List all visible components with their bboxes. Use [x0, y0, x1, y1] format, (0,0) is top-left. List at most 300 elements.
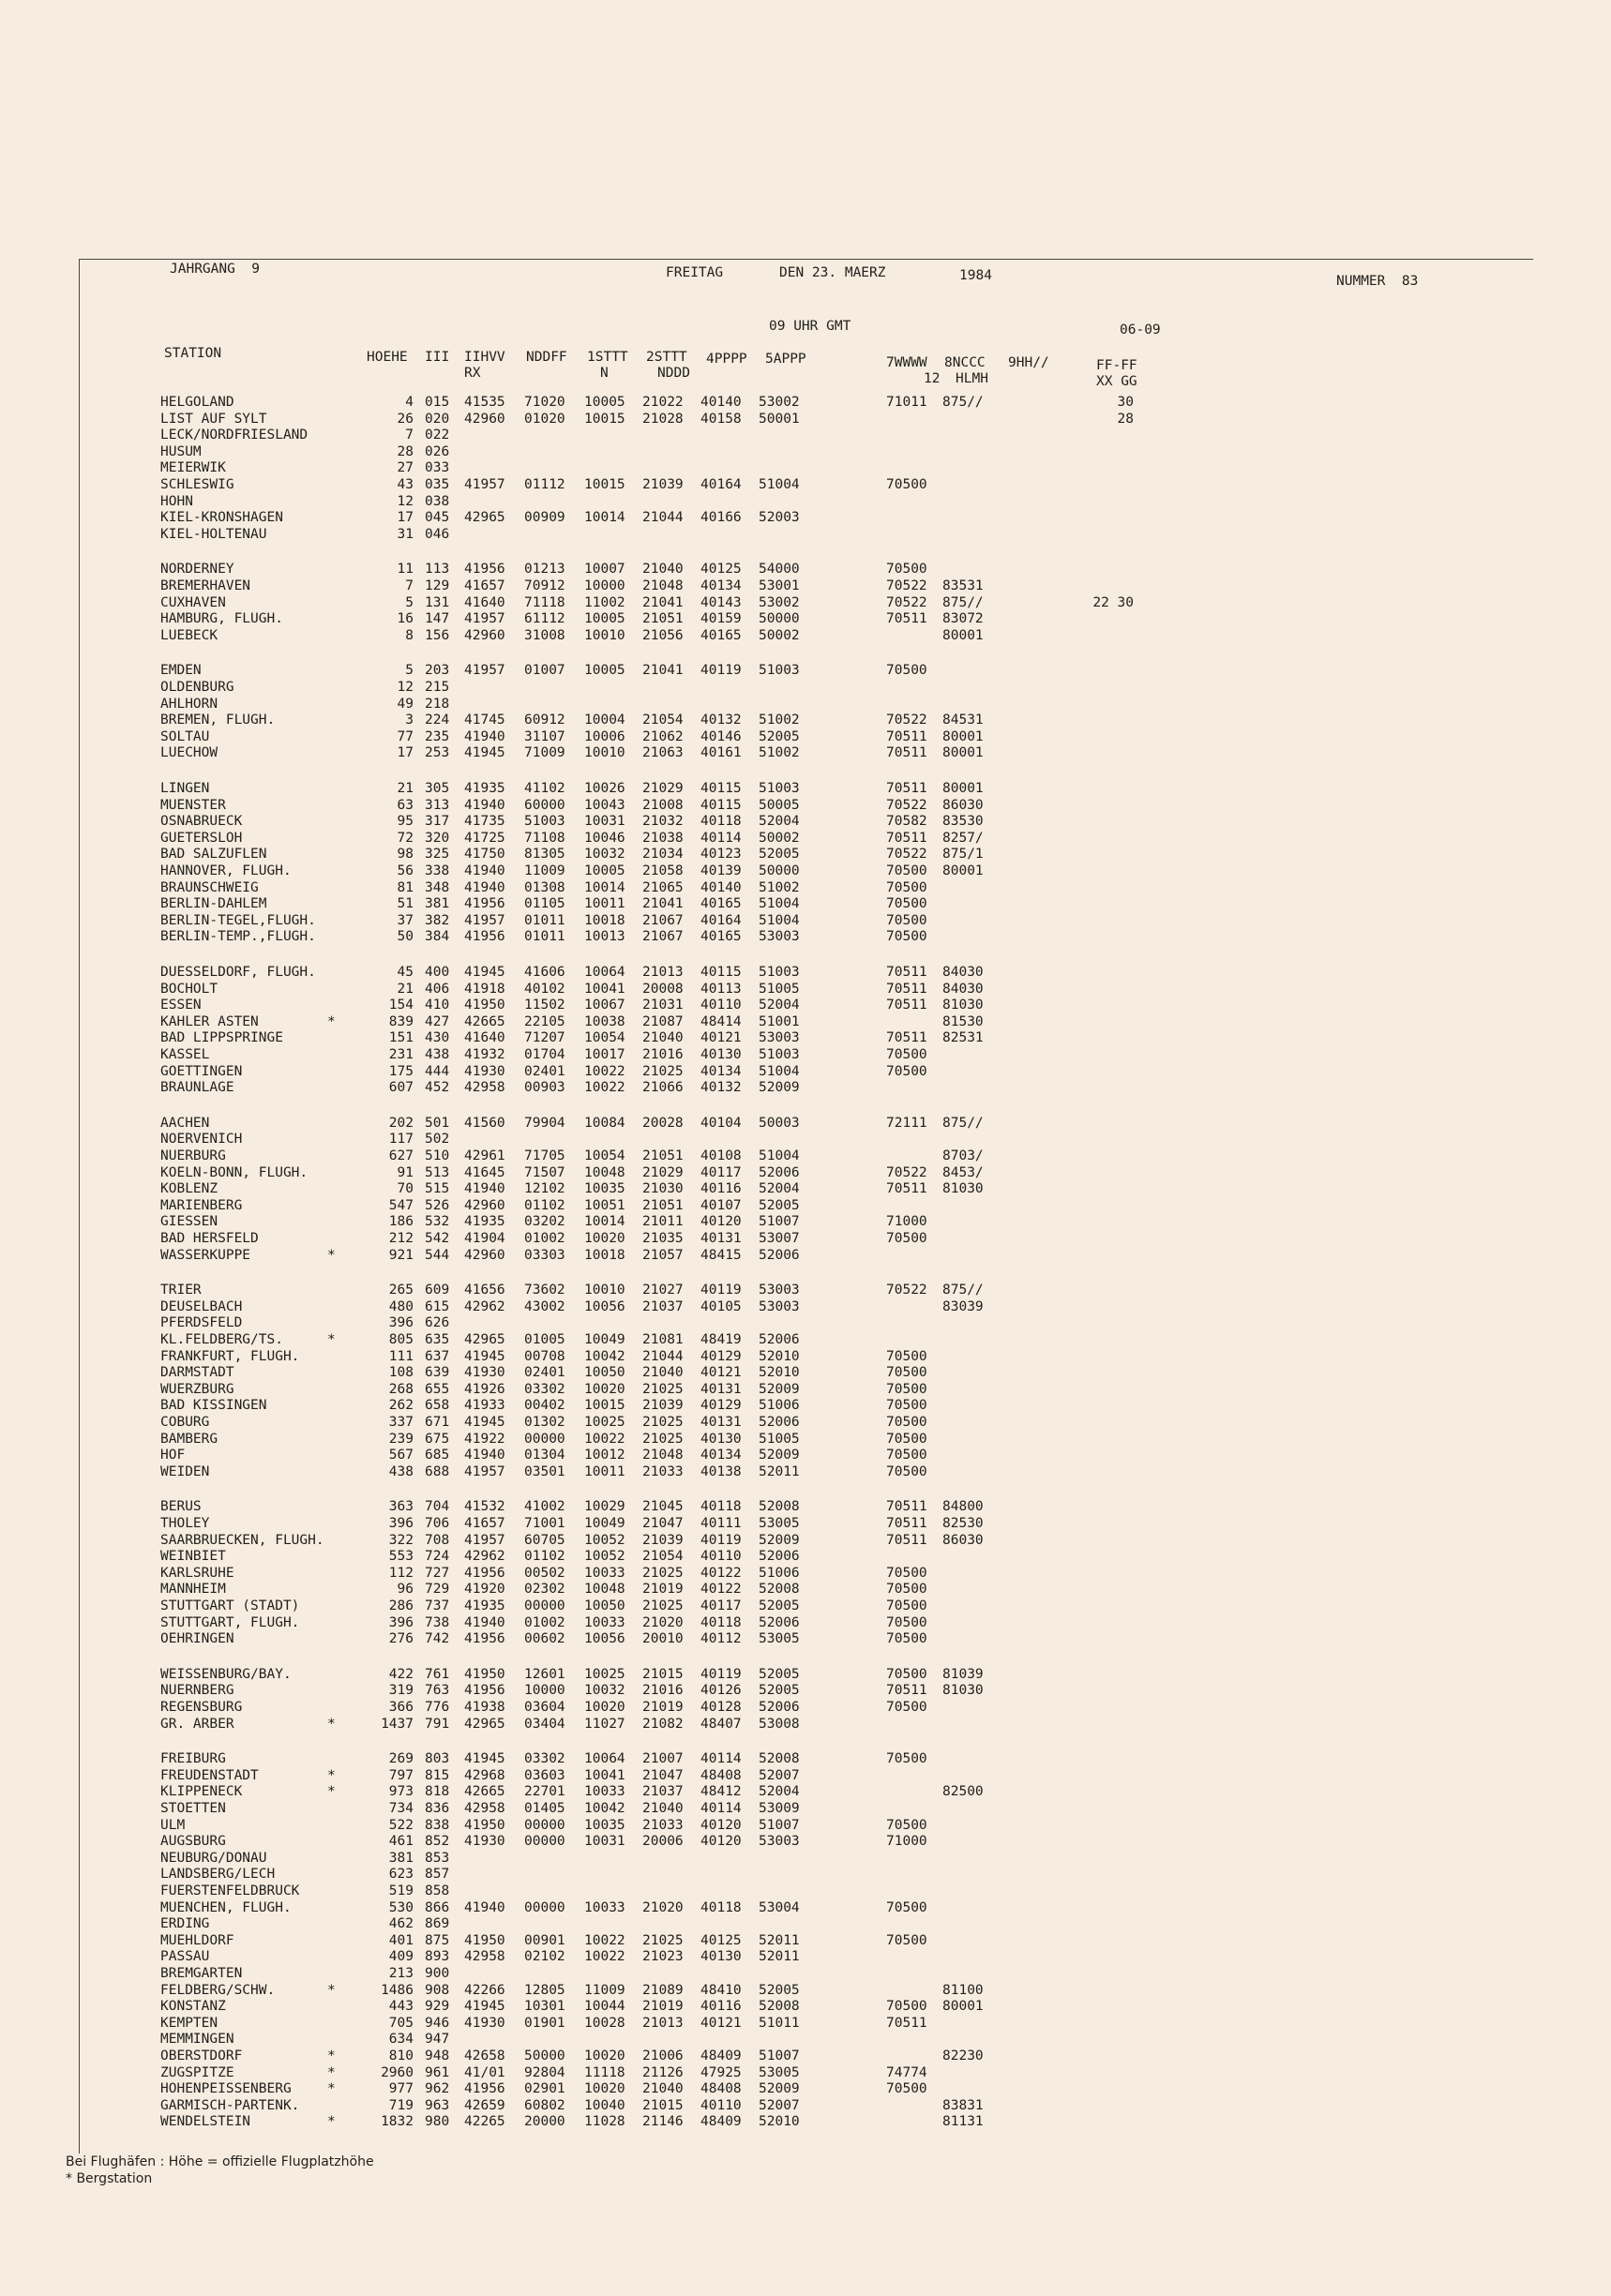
table-row: [80, 1768, 1486, 1784]
cell-e: 40115: [700, 797, 742, 813]
cell-f: 51007: [759, 2048, 800, 2063]
cell-a: 41940: [464, 797, 505, 813]
table-row: [80, 1299, 1486, 1315]
cell-f: 51003: [759, 781, 800, 796]
cell-i: 035: [425, 477, 450, 492]
cell-d: 21034: [642, 847, 684, 863]
cell-k: 82531: [942, 1030, 984, 1046]
cell-i: 400: [425, 965, 450, 980]
cell-f: 50000: [759, 863, 800, 878]
cell-b: 01020: [524, 411, 565, 427]
cell-i: 803: [425, 1751, 450, 1767]
station-name: PFERDSFELD: [160, 1315, 243, 1331]
cell-b: 81305: [524, 847, 565, 863]
col-8nccc: 8NCCC: [944, 355, 986, 370]
cell-c: 10044: [584, 1999, 625, 2015]
station-name: SAARBRUECKEN, FLUGH.: [160, 1532, 324, 1548]
table-row: [80, 1047, 1486, 1063]
station-name: LUECHOW: [160, 745, 218, 761]
cell-f: 53007: [759, 1231, 800, 1246]
station-name: FUERSTENFELDBRUCK: [160, 1883, 300, 1898]
table-row: [80, 863, 1486, 879]
cell-h: 461: [388, 1834, 414, 1850]
table-row: [80, 1365, 1486, 1381]
cell-b: 51003: [524, 814, 565, 830]
cell-f: 53002: [759, 594, 800, 610]
cell-d: 21051: [642, 1148, 684, 1163]
table-row: [80, 1784, 1486, 1800]
cell-f: 51003: [759, 1047, 800, 1062]
cell-i: 382: [425, 912, 450, 928]
table-row: [80, 1700, 1486, 1716]
station-name: LANDSBERG/LECH: [160, 1867, 276, 1883]
table-row: [80, 611, 1486, 627]
cell-c: 10056: [584, 1631, 625, 1647]
table-row: [80, 1966, 1486, 1982]
table-row: [80, 1566, 1486, 1582]
cell-d: 21029: [642, 1164, 684, 1180]
cell-e: 40129: [700, 1348, 742, 1364]
cell-d: 21056: [642, 627, 684, 643]
cell-g: 70500: [886, 1431, 927, 1447]
cell-e: 40120: [700, 1214, 742, 1230]
cell-b: 60912: [524, 713, 565, 728]
station-name: HANNOVER, FLUGH.: [160, 863, 292, 878]
cell-c: 10005: [584, 663, 625, 679]
cell-e: 40166: [700, 510, 742, 526]
cell-h: 480: [388, 1298, 414, 1314]
table-row: [80, 1432, 1486, 1448]
cell-a: 41945: [464, 965, 505, 980]
cell-d: 21066: [642, 1080, 684, 1096]
cell-g: 70500: [886, 1398, 927, 1414]
cell-f: 53009: [759, 1801, 800, 1816]
cell-g: 70511: [886, 1030, 927, 1046]
year-label: 1984: [959, 268, 992, 283]
cell-d: 21062: [642, 728, 684, 744]
cell-c: 10014: [584, 879, 625, 895]
cell-e: 40158: [700, 411, 742, 427]
cell-a: 41640: [464, 1030, 505, 1046]
cell-i: 513: [425, 1164, 450, 1180]
cell-c: 10032: [584, 1683, 625, 1699]
cell-a: 41935: [464, 1214, 505, 1230]
cell-k: 82530: [942, 1516, 984, 1531]
cell-b: 71705: [524, 1148, 565, 1163]
cell-c: 10022: [584, 1949, 625, 1965]
cell-f: 52008: [759, 1999, 800, 2015]
cell-c: 10049: [584, 1516, 625, 1531]
cell-d: 21011: [642, 1214, 684, 1230]
cell-i: 685: [425, 1448, 450, 1463]
cell-f: 52005: [759, 1683, 800, 1699]
cell-i: 706: [425, 1516, 450, 1531]
cell-h: 2960: [381, 2064, 414, 2080]
cell-a: 41930: [464, 1063, 505, 1079]
cell-e: 40146: [700, 728, 742, 744]
report-sheet: [79, 259, 1533, 2153]
cell-i: 317: [425, 814, 450, 830]
cell-f: 52006: [759, 1415, 800, 1430]
cell-i: 325: [425, 847, 450, 863]
cell-g: 70500: [886, 863, 927, 878]
cell-d: 21037: [642, 1298, 684, 1314]
cell-f: 51006: [759, 1565, 800, 1581]
table-row: [80, 1949, 1486, 1965]
cell-c: 10015: [584, 477, 625, 492]
station-name: EMDEN: [160, 663, 202, 679]
cell-b: 40102: [524, 981, 565, 997]
cell-a: 41918: [464, 981, 505, 997]
cell-k: 84030: [942, 981, 984, 997]
cell-d: 21048: [642, 578, 684, 593]
cell-e: 40104: [700, 1115, 742, 1131]
cell-h: 212: [388, 1231, 414, 1246]
cell-a: 41945: [464, 1751, 505, 1767]
cell-h: 396: [388, 1614, 414, 1630]
cell-b: 00000: [524, 1834, 565, 1850]
cell-c: 10050: [584, 1365, 625, 1381]
cell-c: 10031: [584, 814, 625, 830]
station-name: ZUGSPITZE: [160, 2064, 234, 2080]
station-name: HELGOLAND: [160, 395, 234, 410]
cell-b: 41102: [524, 781, 565, 796]
cell-k: 81039: [942, 1666, 984, 1682]
table-row: [80, 847, 1486, 863]
cell-a: 41940: [464, 863, 505, 878]
cell-i: 253: [425, 745, 450, 761]
cell-d: 21013: [642, 965, 684, 980]
cell-i: 853: [425, 1850, 450, 1866]
cell-f: 51002: [759, 879, 800, 895]
cell-e: 40131: [700, 1231, 742, 1246]
cell-f: 53003: [759, 1834, 800, 1850]
cell-f: 51004: [759, 1148, 800, 1163]
table-row: [80, 1148, 1486, 1164]
cell-i: 406: [425, 981, 450, 997]
cell-h: 265: [388, 1283, 414, 1298]
cell-b: 02901: [524, 2081, 565, 2097]
cell-h: 337: [388, 1415, 414, 1430]
cell-b: 01002: [524, 1231, 565, 1246]
cell-b: 12601: [524, 1666, 565, 1682]
cell-a: 42961: [464, 1148, 505, 1163]
cell-b: 01002: [524, 1614, 565, 1630]
table-row: [80, 1231, 1486, 1247]
cell-b: 71001: [524, 1516, 565, 1531]
cell-h: 705: [388, 2015, 414, 2031]
cell-h: 921: [388, 1247, 414, 1263]
col-iii: III: [425, 350, 450, 365]
col-7wwww: 7WWWW: [886, 355, 927, 370]
cell-c: 10022: [584, 1431, 625, 1447]
cell-e: 40164: [700, 477, 742, 492]
cell-e: 40119: [700, 1532, 742, 1548]
cell-h: 977: [388, 2081, 414, 2097]
cell-h: 45: [397, 965, 414, 980]
cell-i: 948: [425, 2048, 450, 2063]
table-row: [80, 713, 1486, 728]
cell-i: 869: [425, 1916, 450, 1932]
cell-f: 52005: [759, 728, 800, 744]
cell-f: 52004: [759, 1181, 800, 1197]
cell-i: 427: [425, 1013, 450, 1029]
station-name: FELDBERG/SCHW.: [160, 1982, 276, 1998]
cell-d: 20010: [642, 1631, 684, 1647]
cell-c: 10051: [584, 1197, 625, 1213]
cell-b: 01308: [524, 879, 565, 895]
cell-a: 41930: [464, 2015, 505, 2031]
cell-e: 40120: [700, 1834, 742, 1850]
cell-m: 22 30: [1092, 594, 1134, 610]
cell-i: 900: [425, 1966, 450, 1981]
cell-e: 40132: [700, 1080, 742, 1096]
cell-h: 16: [397, 611, 414, 627]
cell-h: 7: [405, 428, 414, 443]
table-row: [80, 1448, 1486, 1463]
cell-a: 42958: [464, 1949, 505, 1965]
cell-i: 857: [425, 1867, 450, 1883]
station-name: THOLEY: [160, 1516, 210, 1531]
cell-i: 320: [425, 830, 450, 846]
cell-g: 70511: [886, 728, 927, 744]
cell-h: 607: [388, 1080, 414, 1096]
station-name: SOLTAU: [160, 728, 210, 744]
cell-h: 322: [388, 1532, 414, 1548]
table-row: [80, 781, 1486, 797]
cell-c: 10041: [584, 1767, 625, 1783]
table-row: [80, 2048, 1486, 2064]
cell-h: 363: [388, 1499, 414, 1515]
cell-e: 40119: [700, 1283, 742, 1298]
cell-d: 21040: [642, 1801, 684, 1816]
station-name: HAMBURG, FLUGH.: [160, 611, 283, 627]
cell-c: 10010: [584, 627, 625, 643]
cell-i: 438: [425, 1047, 450, 1062]
cell-d: 20028: [642, 1115, 684, 1131]
cell-h: 567: [388, 1448, 414, 1463]
cell-g: 70511: [886, 981, 927, 997]
cell-f: 51002: [759, 713, 800, 728]
cell-g: 70511: [886, 2015, 927, 2031]
cell-c: 10017: [584, 1047, 625, 1062]
cell-g: 70500: [886, 1365, 927, 1381]
station-name: LINGEN: [160, 781, 210, 796]
cell-f: 51007: [759, 1817, 800, 1833]
station-name: BREMERHAVEN: [160, 578, 251, 593]
cell-c: 10033: [584, 1565, 625, 1581]
cell-e: 48409: [700, 2048, 742, 2063]
cell-st: *: [327, 2048, 336, 2063]
cell-a: 41957: [464, 477, 505, 492]
cell-b: 43002: [524, 1298, 565, 1314]
cell-d: 21020: [642, 1614, 684, 1630]
cell-b: 00502: [524, 1565, 565, 1581]
cell-g: 70500: [886, 1463, 927, 1479]
station-name: AUGSBURG: [160, 1834, 226, 1850]
cell-f: 52006: [759, 1164, 800, 1180]
cell-k: 81100: [942, 1982, 984, 1998]
table-row: [80, 1415, 1486, 1431]
station-name: DEUSELBACH: [160, 1298, 243, 1314]
cell-e: 40130: [700, 1949, 742, 1965]
station-name: MUENSTER: [160, 797, 226, 813]
cell-d: 21015: [642, 2097, 684, 2113]
cell-k: 80001: [942, 627, 984, 643]
cell-a: 41957: [464, 663, 505, 679]
cell-i: 113: [425, 562, 450, 578]
cell-e: 48410: [700, 1982, 742, 1998]
cell-k: 84800: [942, 1499, 984, 1515]
cell-a: 41657: [464, 1516, 505, 1531]
cell-g: 70500: [886, 663, 927, 679]
station-name: MEIERWIK: [160, 460, 226, 476]
cell-i: 858: [425, 1883, 450, 1898]
cell-g: 70500: [886, 912, 927, 928]
cell-c: 10033: [584, 1784, 625, 1800]
cell-c: 10018: [584, 1247, 625, 1263]
cell-e: 40118: [700, 1899, 742, 1915]
cell-a: 41957: [464, 1532, 505, 1548]
station-name: KOELN-BONN, FLUGH.: [160, 1164, 309, 1180]
cell-d: 21023: [642, 1949, 684, 1965]
station-name: KEMPTEN: [160, 2015, 218, 2031]
cell-h: 51: [397, 896, 414, 912]
cell-c: 10035: [584, 1181, 625, 1197]
table-row: [80, 1667, 1486, 1683]
cell-b: 12102: [524, 1181, 565, 1197]
cell-f: 52009: [759, 1448, 800, 1463]
station-name: NUERBURG: [160, 1148, 226, 1163]
cell-g: 70500: [886, 896, 927, 912]
cell-h: 98: [397, 847, 414, 863]
cell-g: 70511: [886, 1181, 927, 1197]
cell-b: 10000: [524, 1683, 565, 1699]
cell-c: 10013: [584, 929, 625, 945]
cell-h: 63: [397, 797, 414, 813]
cell-b: 03604: [524, 1700, 565, 1715]
table-row: [80, 1080, 1486, 1096]
cell-b: 02302: [524, 1582, 565, 1598]
station-name: HUSUM: [160, 443, 202, 459]
cell-h: 422: [388, 1666, 414, 1682]
station-name: MUENCHEN, FLUGH.: [160, 1899, 292, 1915]
cell-b: 01102: [524, 1549, 565, 1565]
cell-g: 70500: [886, 1751, 927, 1767]
cell-st: *: [327, 1332, 336, 1347]
cell-e: 47925: [700, 2064, 742, 2080]
cell-a: 42968: [464, 1767, 505, 1783]
cell-b: 20000: [524, 2114, 565, 2130]
cell-h: 719: [388, 2097, 414, 2113]
cell-b: 01005: [524, 1332, 565, 1347]
cell-d: 21040: [642, 1030, 684, 1046]
cell-i: 203: [425, 663, 450, 679]
table-row: [80, 1533, 1486, 1549]
cell-h: 213: [388, 1966, 414, 1981]
cell-h: 43: [397, 477, 414, 492]
cell-e: 40117: [700, 1598, 742, 1613]
cell-g: 70500: [886, 2081, 927, 2097]
table-row: [80, 1717, 1486, 1733]
cell-e: 40111: [700, 1516, 742, 1531]
cell-f: 53003: [759, 1283, 800, 1298]
cell-e: 40105: [700, 1298, 742, 1314]
cell-g: 70500: [886, 1932, 927, 1948]
cell-h: 12: [397, 493, 414, 509]
cell-g: 70500: [886, 879, 927, 895]
cell-f: 53005: [759, 1631, 800, 1647]
cell-a: 42665: [464, 1013, 505, 1029]
cell-e: 40107: [700, 1197, 742, 1213]
col-5appp: 5APPP: [765, 352, 806, 367]
cell-h: 262: [388, 1398, 414, 1414]
cell-e: 40131: [700, 1415, 742, 1430]
cell-d: 21047: [642, 1767, 684, 1783]
table-row: [80, 460, 1486, 476]
cell-k: 80001: [942, 863, 984, 878]
cell-d: 21082: [642, 1716, 684, 1732]
station-name: STOETTEN: [160, 1801, 226, 1816]
cell-h: 396: [388, 1315, 414, 1331]
cell-a: 42958: [464, 1801, 505, 1816]
cell-e: 40121: [700, 2015, 742, 2031]
cell-i: 045: [425, 510, 450, 526]
cell-i: 542: [425, 1231, 450, 1246]
cell-b: 31008: [524, 627, 565, 643]
station-name: BERLIN-TEGEL,FLUGH.: [160, 912, 316, 928]
cell-c: 10020: [584, 2048, 625, 2063]
cell-d: 21041: [642, 594, 684, 610]
cell-f: 52006: [759, 1549, 800, 1565]
cell-g: 70511: [886, 745, 927, 761]
cell-a: 41940: [464, 1614, 505, 1630]
weekday-label: FREITAG: [666, 265, 724, 280]
cell-d: 21047: [642, 1516, 684, 1531]
table-row: [80, 2114, 1486, 2130]
cell-c: 10006: [584, 728, 625, 744]
cell-f: 54000: [759, 562, 800, 578]
cell-a: 42665: [464, 1784, 505, 1800]
cell-b: 22105: [524, 1013, 565, 1029]
cell-i: 776: [425, 1700, 450, 1715]
cell-c: 10042: [584, 1348, 625, 1364]
table-row: [80, 2032, 1486, 2048]
table-row: [80, 1867, 1486, 1883]
jahrgang-label: JAHRGANG 9: [170, 262, 261, 277]
table-row: [80, 1999, 1486, 2015]
cell-b: 60802: [524, 2097, 565, 2113]
cell-a: 41945: [464, 745, 505, 761]
cell-d: 21008: [642, 797, 684, 813]
cell-f: 52010: [759, 1348, 800, 1364]
station-name: ULM: [160, 1817, 186, 1833]
cell-d: 21040: [642, 2081, 684, 2097]
cell-d: 21054: [642, 713, 684, 728]
cell-i: 384: [425, 929, 450, 945]
cell-i: 635: [425, 1332, 450, 1347]
cell-e: 40115: [700, 781, 742, 796]
cell-i: 515: [425, 1181, 450, 1197]
cell-a: 41945: [464, 1999, 505, 2015]
station-name: KARLSRUHE: [160, 1565, 234, 1581]
cell-h: 49: [397, 696, 414, 712]
table-row: [80, 2098, 1486, 2114]
station-name: PASSAU: [160, 1949, 210, 1965]
cell-h: 175: [388, 1063, 414, 1079]
cell-g: 72111: [886, 1115, 927, 1131]
cell-h: 81: [397, 879, 414, 895]
